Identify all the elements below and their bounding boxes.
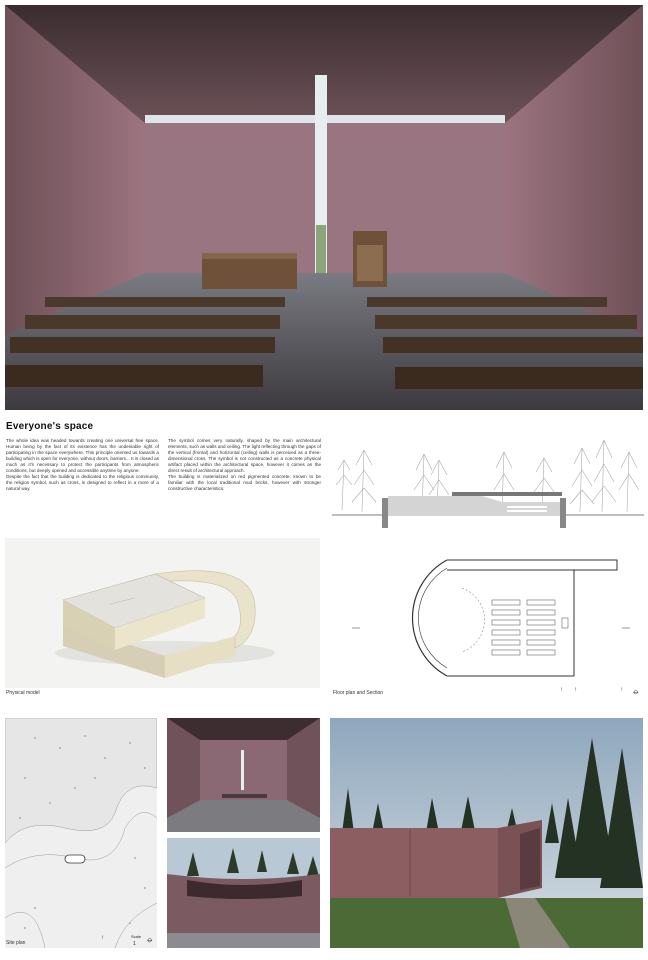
courtyard-view-illustration bbox=[167, 838, 320, 948]
exterior-render bbox=[330, 718, 643, 948]
physical-model-photo bbox=[5, 538, 320, 688]
paragraph: The building is materialized on red pigmented concrete, known to be familiar with the local traditional mud bricks, however with stronger constructive characteristics. bbox=[168, 474, 321, 491]
project-title: Everyone's space bbox=[6, 421, 94, 432]
paragraph: The whole idea was headed towards creating one universal free space. Human being by the fact of its existence has the undeniable right of participating in the space everywhere. This principle oriented us towards a building which is open for everyone, without doors, barriers... It is closed as much as it's necessary to protect the participants from atmospheric conditions, but deeply opened and accessible anytime by anyone. bbox=[6, 438, 159, 473]
interior-render-illustration bbox=[5, 5, 643, 410]
interior-view-illustration bbox=[167, 718, 320, 832]
caption-site-plan: Site plan bbox=[6, 940, 26, 946]
paragraph: The symbol comes very naturally, shaped by the main architectural elements, such as walls and ceiling. The light reflecting through the gaps of the vertical (frontal) and horizontal (ceiling) walls is perceived as a three-dimensional cross. The symbol is not constructed as a concrete physical artifact placed within the architectural space, however it comes as the direct result of architectural approach. bbox=[168, 438, 321, 473]
paragraph: Despite the fact that the building is dedicated to the religious community, the religion symbol, such as cross, is designed to reflect in a more of a natural way. bbox=[6, 474, 159, 491]
floor-plan-illustration bbox=[332, 548, 644, 686]
compass-icon: ⦵ bbox=[632, 686, 640, 696]
north-arrow-icon: ↑ bbox=[574, 687, 577, 693]
site-plan-drawing bbox=[5, 718, 157, 948]
caption-physical-model: Physical model bbox=[6, 690, 40, 696]
hero-interior-render bbox=[5, 5, 643, 410]
scale-value: 1 bbox=[133, 941, 136, 947]
site-plan-illustration bbox=[5, 718, 157, 948]
courtyard-view-render bbox=[167, 838, 320, 948]
caption-floor-plan: Floor plan and Section bbox=[333, 690, 384, 696]
north-arrow-icon: ↑ bbox=[101, 935, 104, 941]
scale-label: Scale bbox=[131, 934, 142, 939]
compass-icon: ⦵ bbox=[146, 934, 154, 944]
exterior-illustration bbox=[330, 718, 643, 948]
model-illustration bbox=[5, 538, 320, 688]
section-drawing bbox=[332, 430, 644, 530]
description-left bbox=[6, 438, 159, 492]
north-arrow-icon: ↑ bbox=[560, 687, 563, 693]
section-illustration bbox=[332, 430, 644, 530]
description-right bbox=[168, 438, 321, 492]
north-arrow-icon: ↑ bbox=[620, 687, 623, 693]
interior-view-render bbox=[167, 718, 320, 832]
floor-plan-drawing bbox=[332, 548, 644, 686]
